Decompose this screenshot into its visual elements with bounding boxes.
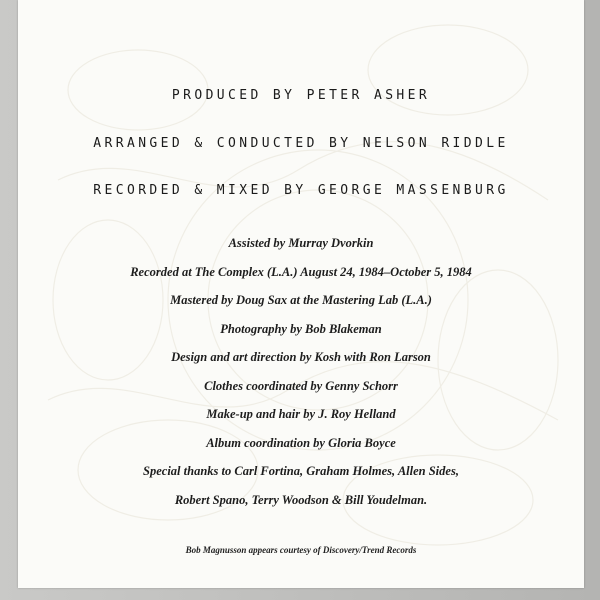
liner-note-page <box>18 0 584 588</box>
credit-arranger-conductor: ARRANGED & CONDUCTED BY NELSON RIDDLE <box>93 136 509 151</box>
credit-album-coordination: Album coordination by Gloria Boyce <box>206 436 396 450</box>
credit-recording-mixing: RECORDED & MIXED BY GEORGE MASSENBURG <box>93 183 509 198</box>
credit-photography: Photography by Bob Blakeman <box>220 322 382 336</box>
credit-thanks-line-2: Robert Spano, Terry Woodson & Bill Youdelman. <box>174 493 428 507</box>
credit-mastering: Mastered by Doug Sax at the Mastering Lab (L.A.) <box>170 293 432 307</box>
credit-thanks-line-1: Special thanks to Carl Fortina, Graham Holmes, Allen Sides, <box>143 464 459 478</box>
credit-clothes: Clothes coordinated by Genny Schorr <box>204 379 398 393</box>
credit-design: Design and art direction by Kosh with Ron Larson <box>171 350 431 364</box>
footnote-courtesy: Bob Magnusson appears courtesy of Discovery/Trend Records <box>185 545 417 555</box>
credit-producer: PRODUCED BY PETER ASHER <box>171 88 431 103</box>
credit-makeup-hair: Make-up and hair by J. Roy Helland <box>206 407 396 421</box>
credit-assistant: Assisted by Murray Dvorkin <box>228 236 374 250</box>
credit-recording-location: Recorded at The Complex (L.A.) August 24, 1984–October 5, 1984 <box>130 265 472 279</box>
